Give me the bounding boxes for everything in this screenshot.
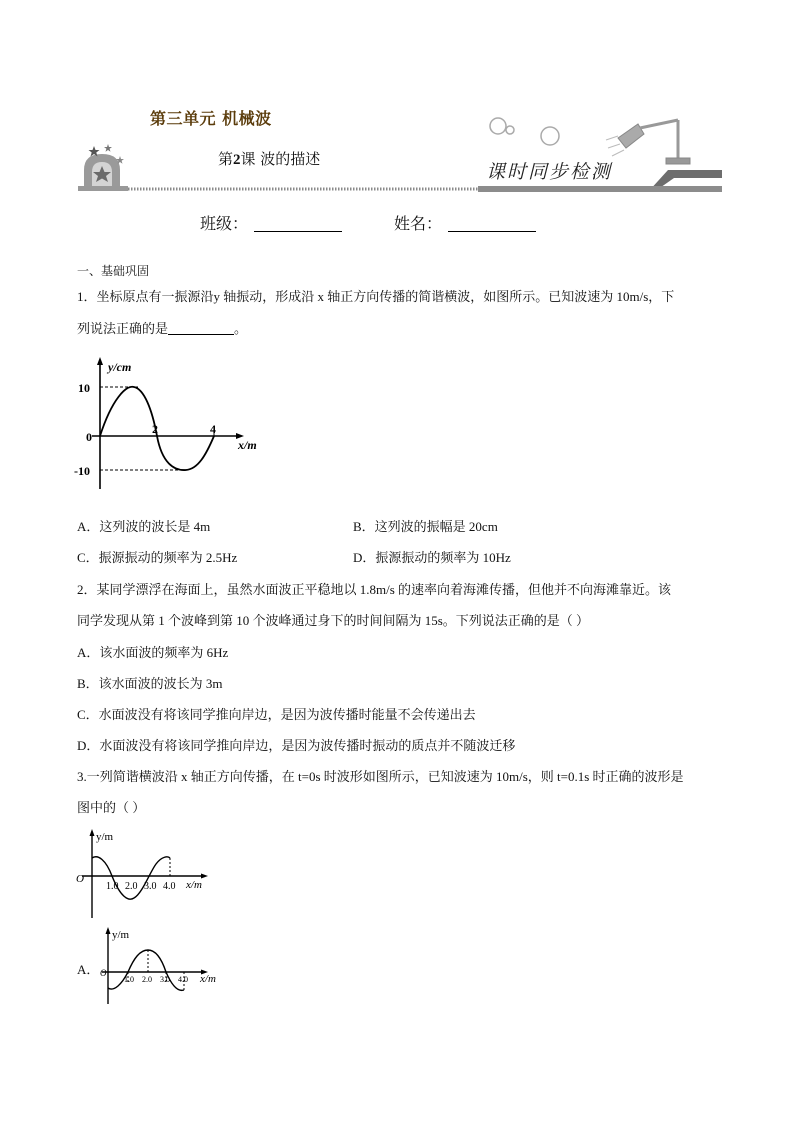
q1-y-tick-10: 10 — [78, 381, 90, 395]
q3-option-a-wave-curve — [108, 950, 184, 990]
q3-wave-curve — [92, 857, 170, 899]
q2-option-b[interactable]: B．该水面波的波长为 3m — [77, 676, 223, 691]
q1-y-tick-neg10: -10 — [74, 464, 90, 478]
class-blank[interactable] — [254, 215, 342, 232]
q3-option-a-x-tick-4: 4.0 — [178, 975, 188, 984]
q3-x-tick-1: 1.0 — [106, 881, 119, 892]
q1-y-axis-label: y/cm — [108, 360, 132, 374]
class-field — [200, 211, 342, 234]
q3-origin-label: O — [76, 873, 84, 885]
unit-title: 第三单元 机械波 — [150, 109, 272, 128]
q3-line1: 3.一列简谐横波沿 x 轴正方向传播，在 t=0s 时波形如图所示，已知波速为 10m/s，则 t=0.1s 时正确的波形是 — [77, 769, 684, 784]
q3-option-a-x-tick-2: 2.0 — [142, 975, 152, 984]
q3-option-a-figure[interactable] — [100, 926, 230, 1006]
q2-option-c[interactable]: C．水面波没有将该同学推向岸边，是因为波传播时能量不会传递出去 — [77, 707, 476, 722]
name-field — [394, 211, 536, 234]
star-emblem-icon — [78, 144, 128, 191]
q3-option-a-x-axis-label: x/m — [200, 973, 216, 985]
q3-option-a-x-tick-1: 1.0 — [124, 975, 134, 984]
q3-option-a-origin-label: O — [100, 968, 107, 978]
q1-y-tick-0: 0 — [86, 430, 92, 444]
banner-text: 课时同步检测 — [486, 161, 613, 183]
q3-x-tick-4: 4.0 — [163, 881, 176, 892]
q1-option-d[interactable]: D．振源振动的频率为 10Hz — [353, 550, 511, 565]
q1-x-tick-4: 4 — [210, 422, 216, 436]
q1-answer-blank[interactable] — [168, 322, 234, 335]
q3-line2: 图中的（ ） — [77, 800, 146, 815]
header-banner-graphic — [78, 108, 722, 194]
q1-option-c[interactable]: C．振源振动的频率为 2.5Hz — [77, 550, 238, 565]
q3-option-a-label[interactable]: A． — [77, 962, 100, 977]
q3-option-a-y-axis-label: y/m — [112, 929, 130, 941]
bubbles-icon — [490, 118, 559, 145]
q2-option-a[interactable]: A．该水面波的频率为 6Hz — [77, 645, 229, 660]
name-label: 姓名： — [394, 214, 443, 233]
lesson-title: 第2课 波的描述 — [218, 150, 321, 168]
q1-line2: 列说法正确的是 。 — [77, 321, 248, 336]
q1-option-b[interactable]: B．这列波的振幅是 20cm — [353, 519, 498, 534]
q2-option-d[interactable]: D．水面波没有将该同学推向岸边，是因为波传播时振动的质点并不随波迁移 — [77, 738, 516, 753]
q1-wave-figure — [72, 355, 272, 495]
q1-x-tick-2: 2 — [152, 422, 158, 436]
q3-x-axis-label: x/m — [186, 879, 202, 891]
name-blank[interactable] — [448, 215, 536, 232]
class-label: 班级： — [200, 214, 249, 233]
q1-option-a[interactable]: A．这列波的波长是 4m — [77, 519, 211, 534]
q3-option-a-x-tick-3: 3.0 — [160, 975, 170, 984]
q2-line1: 2．某同学漂浮在海面上，虽然水面波正平稳地以 1.8m/s 的速率向着海滩传播，但他并不向海滩靠近。该 — [77, 582, 672, 597]
q3-y-axis-label: y/m — [96, 831, 114, 843]
q1-x-axis-label: x/m — [238, 438, 257, 452]
q3-wave-figure — [74, 828, 224, 920]
q1-line1: 1．坐标原点有一振源沿y 轴振动，形成沿 x 轴正方向传播的简谐横波，如图所示。已知波速为 10m/s，下 — [77, 289, 675, 304]
q3-x-tick-3: 3.0 — [144, 881, 157, 892]
section-title: 一、基础巩固 — [77, 264, 150, 278]
desk-lamp-icon — [606, 120, 690, 164]
q2-line2: 同学发现从第 1 个波峰到第 10 个波峰通过身下的时间间隔为 15s。下列说法正确的是（ ） — [77, 613, 590, 628]
q3-x-tick-2: 2.0 — [125, 881, 138, 892]
